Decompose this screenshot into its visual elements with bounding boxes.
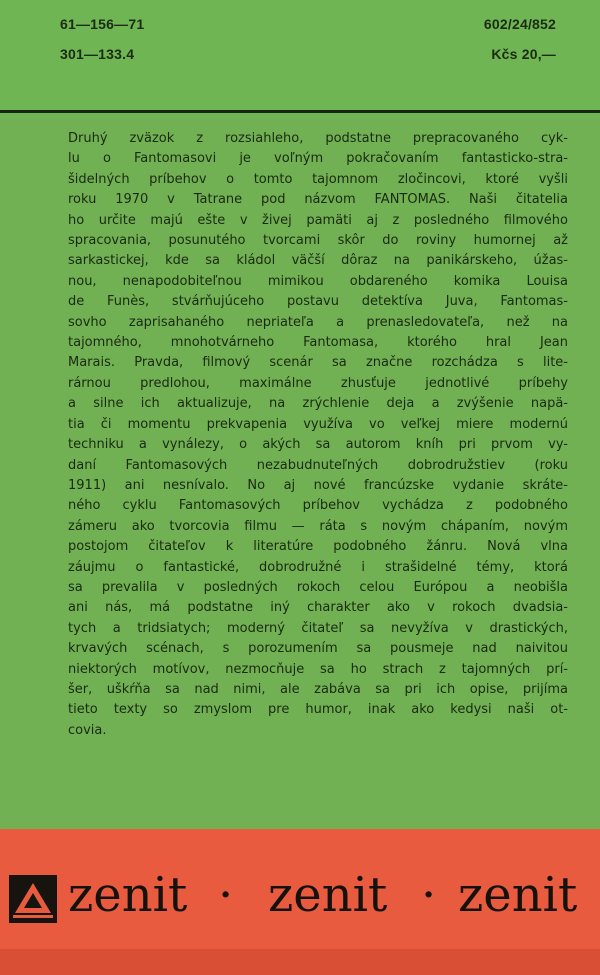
price-label: Kčs 20,— bbox=[491, 46, 556, 62]
blurb-line: ného cyklu Fantomasových príbehov vychádza z podobného bbox=[68, 498, 568, 514]
blurb-line: nou, nenapodobiteľnou mimikou obdareného komika Louisa bbox=[68, 273, 568, 289]
publisher-name: zenit bbox=[268, 867, 388, 923]
blurb-line: tia či momentu prekvapenia využíva vo veľkej miere modernú bbox=[68, 416, 568, 432]
blurb-line: lu o Fantomasovi je voľným pokračovaním fantasticko-stra- bbox=[68, 151, 568, 167]
blurb-line: šidelných príbehov o tomto tajomnom zločincovi, ktoré vyšli bbox=[68, 171, 568, 187]
catalog-code: 61—156—71 bbox=[60, 16, 145, 32]
blurb-line: zámeru ako tvorcovia filmu — ráta s novým chápaním, novým bbox=[68, 518, 568, 534]
brand-separator: · bbox=[421, 867, 437, 923]
blurb-line: covia. bbox=[68, 722, 107, 738]
blurb-line: šer, uškŕňa sa nad nimi, ale zabáva sa pri ich opise, prijíma bbox=[68, 681, 568, 697]
blurb-line: krvavých scénach, s porozumením sa pousmeje nad naivitou bbox=[68, 641, 568, 657]
blurb-line: a silne ich aktualizuje, na zrýchlenie deja a zvýšenie napä- bbox=[68, 396, 568, 412]
blurb-line: niektorých motívov, nezmocňuje sa ho strach z tajomných prí- bbox=[68, 661, 568, 677]
blurb-line: záujmu o fantastické, dobrodružné i strašidelné témy, ktorá bbox=[68, 559, 568, 575]
blurb-line: roku 1970 v Tatrane pod názvom FANTOMAS. Naši čitatelia bbox=[68, 192, 568, 208]
blurb-line: de Funès, stvárňujúceho postavu detektíva Juva, Fantomas- bbox=[68, 294, 568, 310]
blurb-line: sarkastickej, kde sa kládol väčší dôraz na panikárskeho, úžas- bbox=[68, 253, 568, 269]
blurb-line: Druhý zväzok z rozsiahleho, podstatne prepracovaného cyk- bbox=[68, 131, 568, 146]
publisher-name: zenit bbox=[458, 867, 578, 923]
blurb-line: 1911) ani nesnívalo. No aj nové francúzske vydanie skráte- bbox=[68, 477, 568, 493]
blurb-line: sovho zaprisahaného nepriateľa a prenasledovateľa, než na bbox=[68, 314, 568, 330]
header-band bbox=[0, 0, 600, 118]
footer-shade bbox=[0, 949, 600, 975]
blurb-line: tych a tridsiatych; moderný čitateľ sa nevyžíva v drastických, bbox=[68, 620, 568, 636]
zenit-triangle-logo-icon bbox=[9, 875, 57, 923]
blurb-line: tajomného, mnohotvárneho Fantomasa, ktorého hral Jean bbox=[68, 335, 568, 351]
publisher-name: zenit bbox=[68, 867, 188, 923]
classification-code: 301—133.4 bbox=[60, 46, 135, 62]
blurb-line: postojom čitateľov k literatúre podobného žánru. Nová vlna bbox=[68, 539, 568, 555]
publication-code: 602/24/852 bbox=[483, 16, 556, 32]
brand-separator: · bbox=[218, 867, 234, 923]
blurb-line: rárnou predlohou, maximálne zhusťuje jednotlivé príbehy bbox=[68, 375, 568, 391]
blurb-line: daní Fantomasových nezabudnuteľných dobrodružstiev (roku bbox=[68, 457, 568, 473]
blurb-line: spracovania, posunutého tvorcami skôr do roviny humornej až bbox=[68, 233, 568, 249]
blurb-line: techniku a vynálezy, o akých sa autorom kníh pri prvom vy- bbox=[68, 437, 568, 453]
blurb-text bbox=[68, 129, 568, 741]
header-divider bbox=[0, 110, 600, 113]
blurb-line: tieto texty so zmyslom pre humor, inak ako kedysi naši ot- bbox=[68, 702, 568, 718]
blurb-line: ani nás, má podstatne iný charakter ako v rokoch dvadsia- bbox=[68, 600, 568, 616]
blurb-line: sa prevalila v posledných rokoch celou Európou a neobišla bbox=[68, 579, 568, 595]
blurb-line: Marais. Pravda, filmový scenár sa značne rozchádza s lite- bbox=[68, 355, 568, 371]
blurb-line: ho určite majú ešte v živej pamäti aj z posledného filmového bbox=[68, 212, 568, 228]
